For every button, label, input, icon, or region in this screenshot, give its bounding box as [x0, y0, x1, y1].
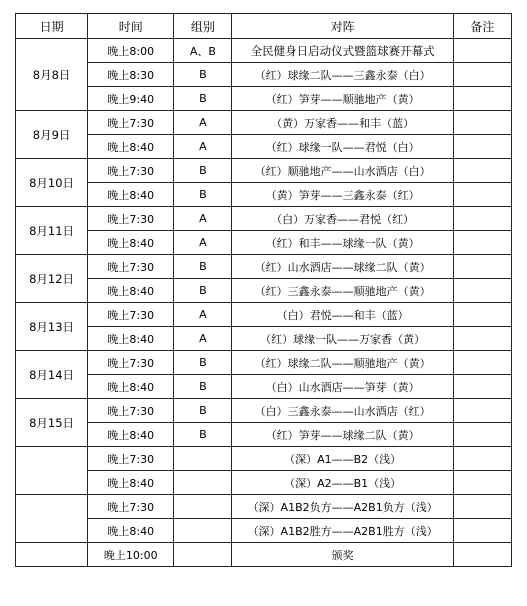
note-cell: [453, 207, 511, 231]
group-cell: B: [174, 279, 232, 303]
match-cell: 颁奖: [232, 543, 453, 567]
group-cell: [174, 447, 232, 471]
time-cell: 晚上8:40: [88, 183, 174, 207]
table-row: [16, 351, 512, 375]
match-cell: （白）三鑫永泰——山水酒店（红）: [232, 399, 453, 423]
group-cell: [174, 543, 232, 567]
note-cell: [453, 447, 511, 471]
table-row: [16, 183, 512, 207]
note-cell: [453, 39, 511, 63]
header-time: 时间: [88, 14, 174, 39]
date-cell: 8月8日: [16, 39, 88, 111]
match-cell: （红）笋芽——顺驰地产（黄）: [232, 87, 453, 111]
match-cell: （红）笋芽——球缘二队（黄）: [232, 423, 453, 447]
time-cell: 晚上7:30: [88, 351, 174, 375]
group-cell: A: [174, 207, 232, 231]
time-cell: 晚上7:30: [88, 111, 174, 135]
time-cell: 晚上8:40: [88, 375, 174, 399]
header-note: 备注: [453, 14, 511, 39]
note-cell: [453, 495, 511, 519]
header-group: 组别: [174, 14, 232, 39]
table-row: [16, 159, 512, 183]
time-cell: 晚上7:30: [88, 303, 174, 327]
match-cell: （深）A1B2胜方——A2B1胜方（浅）: [232, 519, 453, 543]
time-cell: 晚上8:40: [88, 519, 174, 543]
group-cell: [174, 471, 232, 495]
match-cell: （深）A2——B1（浅）: [232, 471, 453, 495]
time-cell: 晚上7:30: [88, 447, 174, 471]
note-cell: [453, 231, 511, 255]
table-row: [16, 63, 512, 87]
match-cell: （黄）笋芽——三鑫永泰（红）: [232, 183, 453, 207]
group-cell: B: [174, 183, 232, 207]
note-cell: [453, 135, 511, 159]
table-row: [16, 399, 512, 423]
time-cell: 晚上8:40: [88, 279, 174, 303]
match-cell: （红）顺驰地产——山水酒店（白）: [232, 159, 453, 183]
group-cell: B: [174, 423, 232, 447]
match-cell: （红）山水酒店——球缘二队（黄）: [232, 255, 453, 279]
table-row: [16, 543, 512, 567]
time-cell: 晚上7:30: [88, 159, 174, 183]
match-cell: （红）三鑫永泰——顺驰地产（黄）: [232, 279, 453, 303]
group-cell: A: [174, 327, 232, 351]
note-cell: [453, 303, 511, 327]
match-cell: （红）和丰——球缘一队（黄）: [232, 231, 453, 255]
schedule-table: [15, 13, 512, 567]
table-row: [16, 231, 512, 255]
table-row: [16, 423, 512, 447]
match-cell: （红）球缘二队——顺驰地产（黄）: [232, 351, 453, 375]
time-cell: 晚上7:30: [88, 399, 174, 423]
date-cell: 8月9日: [16, 111, 88, 159]
note-cell: [453, 327, 511, 351]
note-cell: [453, 471, 511, 495]
note-cell: [453, 183, 511, 207]
time-cell: 晚上8:40: [88, 135, 174, 159]
time-cell: 晚上8:00: [88, 39, 174, 63]
match-cell: （红）球缘一队——万家香（黄）: [232, 327, 453, 351]
match-cell: （红）球缘一队——君悦（白）: [232, 135, 453, 159]
table-row: [16, 135, 512, 159]
group-cell: B: [174, 159, 232, 183]
date-cell: [16, 495, 88, 543]
date-cell: 8月15日: [16, 399, 88, 447]
date-cell: [16, 447, 88, 495]
match-cell: （深）A1B2负方——A2B1负方（浅）: [232, 495, 453, 519]
note-cell: [453, 279, 511, 303]
table-row: [16, 303, 512, 327]
match-cell: 全民健身日启动仪式暨篮球赛开幕式: [232, 39, 453, 63]
table-row: [16, 111, 512, 135]
group-cell: B: [174, 375, 232, 399]
table-row: [16, 39, 512, 63]
date-cell: [16, 543, 88, 567]
note-cell: [453, 159, 511, 183]
note-cell: [453, 519, 511, 543]
date-cell: 8月10日: [16, 159, 88, 207]
group-cell: B: [174, 63, 232, 87]
date-cell: 8月12日: [16, 255, 88, 303]
time-cell: 晚上8:40: [88, 231, 174, 255]
time-cell: 晚上8:40: [88, 327, 174, 351]
note-cell: [453, 543, 511, 567]
table-row: [16, 471, 512, 495]
table-row: [16, 279, 512, 303]
note-cell: [453, 63, 511, 87]
schedule-body: [16, 39, 512, 567]
time-cell: 晚上7:30: [88, 255, 174, 279]
time-cell: 晚上7:30: [88, 207, 174, 231]
group-cell: B: [174, 351, 232, 375]
group-cell: [174, 495, 232, 519]
time-cell: 晚上8:40: [88, 423, 174, 447]
note-cell: [453, 87, 511, 111]
note-cell: [453, 399, 511, 423]
time-cell: 晚上10:00: [88, 543, 174, 567]
table-row: [16, 447, 512, 471]
table-row: [16, 495, 512, 519]
match-cell: （红）球缘二队——三鑫永泰（白）: [232, 63, 453, 87]
date-cell: 8月11日: [16, 207, 88, 255]
header-date: 日期: [16, 14, 88, 39]
group-cell: A: [174, 231, 232, 255]
table-row: [16, 87, 512, 111]
group-cell: [174, 519, 232, 543]
note-cell: [453, 351, 511, 375]
time-cell: 晚上7:30: [88, 495, 174, 519]
header-match: 对阵: [232, 14, 453, 39]
time-cell: 晚上8:30: [88, 63, 174, 87]
group-cell: B: [174, 255, 232, 279]
note-cell: [453, 423, 511, 447]
group-cell: A: [174, 111, 232, 135]
header-row: [16, 14, 512, 39]
table-row: [16, 375, 512, 399]
group-cell: B: [174, 87, 232, 111]
group-cell: A: [174, 135, 232, 159]
time-cell: 晚上8:40: [88, 471, 174, 495]
match-cell: （白）君悦——和丰（蓝）: [232, 303, 453, 327]
note-cell: [453, 111, 511, 135]
match-cell: （白）万家香——君悦（红）: [232, 207, 453, 231]
table-row: [16, 255, 512, 279]
match-cell: （黄）万家香——和丰（蓝）: [232, 111, 453, 135]
note-cell: [453, 375, 511, 399]
group-cell: A、B: [174, 39, 232, 63]
match-cell: （白）山水酒店——笋芽（黄）: [232, 375, 453, 399]
time-cell: 晚上9:40: [88, 87, 174, 111]
note-cell: [453, 255, 511, 279]
table-row: [16, 327, 512, 351]
date-cell: 8月13日: [16, 303, 88, 351]
table-row: [16, 207, 512, 231]
group-cell: A: [174, 303, 232, 327]
table-row: [16, 519, 512, 543]
group-cell: B: [174, 399, 232, 423]
date-cell: 8月14日: [16, 351, 88, 399]
match-cell: （深）A1——B2（浅）: [232, 447, 453, 471]
